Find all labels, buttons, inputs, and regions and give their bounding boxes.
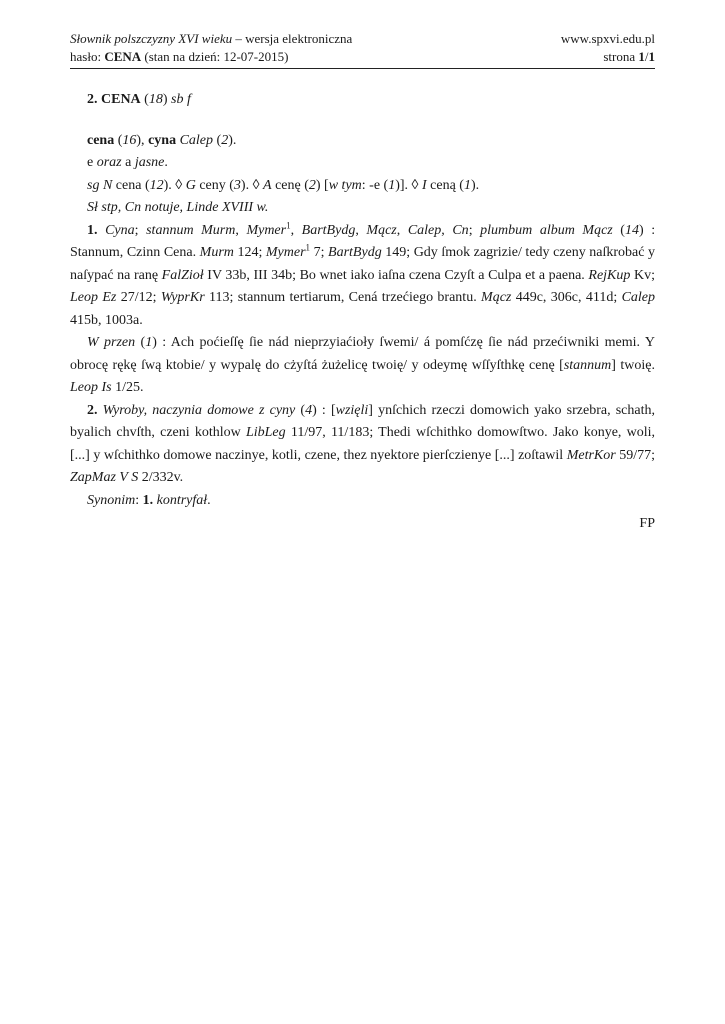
header-line-2	[70, 48, 655, 66]
header-divider	[70, 68, 655, 69]
forms-line: cena (16), cyna Calep (2).	[87, 132, 237, 148]
phonetics-line: e oraz a jasne.	[87, 155, 168, 170]
dictionary-title: Słownik polszczyzny XVI wieku – wersja elektroniczna	[70, 31, 353, 46]
synonym-line: Synonim: 1. kontryfał.	[87, 492, 211, 508]
entry-status: hasło: CENA (stan na dzień: 12-07-2015)	[70, 49, 289, 64]
site-url[interactable]: www.spxvi.edu.pl	[560, 31, 655, 46]
entry-headword: 2. CENA (18) sb f	[87, 92, 191, 107]
sources-line: Sł stp, Cn notuje, Linde XVIII w.	[87, 200, 269, 215]
document-page	[70, 30, 655, 536]
sense-2: 2. Wyroby, naczynia domowe z cyny (4) : [wzięli] ynſchich rzeczi domowich yako srzebra, schath, byalich chvſth, czeni kothlow LibLeg 11/97, 11/183; Thedi wſchithko domowſtwo. Jako konye, woli, [...] y wſchithko domowe naczinye, kotli, czene, thez nyektore pierſczienye [...] zoſtawil MetrKor 59/77; ZapMaz V S 2/332v.	[70, 402, 656, 485]
sense-1: 1. Cyna; stannum Murm, Mymer$^1$, BartBydg, Mącz, Calep, Cn; plumbum album Mącz (14) : Stannum, Czinn Cena. Murm 124; Mymer$^1$ 7; BartBydg 149; Gdy ſmok zagrizie/ tedy czeny naſkrobać y naſypać na ranę FalZioł IV 33b, III 34b; Bo wnet iako iaſna czena Czyſt a Culpa et a paena. RejKup Kv; Leop Ez 27/12; WyprKr 113; stannum tertiarum, Cená trzećiego brantu. Mącz 449c, 306c, 411d; Calep 415b, 1003a.	[70, 219, 656, 328]
header-line-1	[70, 30, 655, 48]
inflection-line: sg N cena (12). ◊ G ceny (3). ◊ A cenę (2) [w tym: -e (1)]. ◊ I ceną (1).	[87, 177, 480, 193]
page-indicator: strona 1/1	[603, 49, 655, 64]
sense-figurative: W przen (1) : Ach poćieſſę ſie nád nieprzyiaćioły ſwemi/ á pomſćzę ſie nád przećiwniki memi. Y obrocę rękę ſwą ktobie/ y wypalę do cżyſtá żużelicę twoię/ y odeymę wſſyſthkę cenę [stannum] twoię. Leop Is 1/25.	[70, 335, 655, 395]
author-initials: FP	[639, 516, 655, 531]
